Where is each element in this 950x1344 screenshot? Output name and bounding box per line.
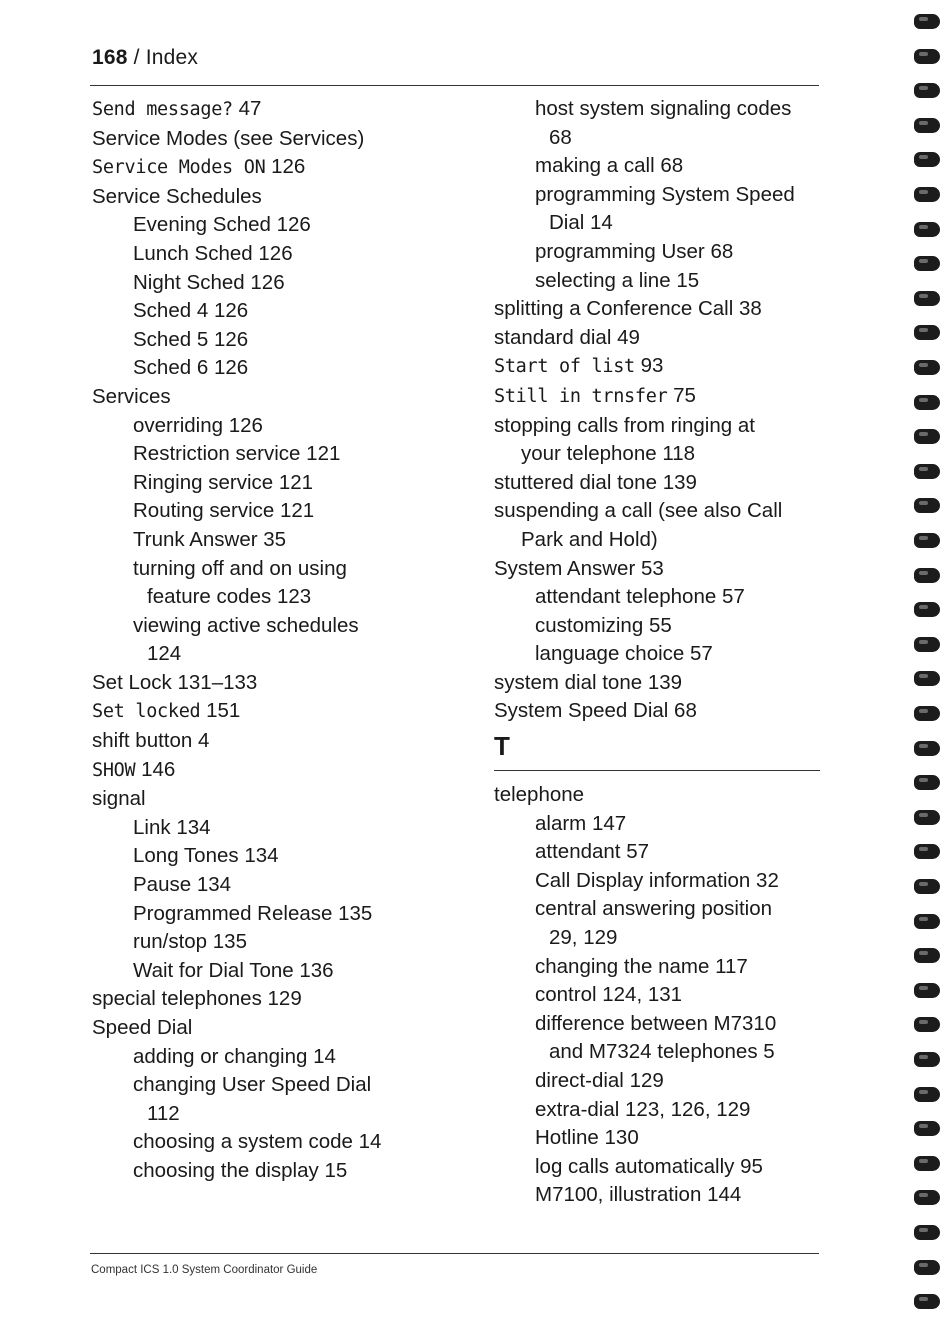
page-ref: 126 xyxy=(213,327,249,351)
index-entry xyxy=(92,95,482,125)
index-term-continued: feature codes xyxy=(147,585,272,609)
index-term: adding or changing xyxy=(133,1044,308,1068)
binding-ring xyxy=(914,325,940,340)
index-term: attendant xyxy=(535,840,621,864)
page-ref: 134 xyxy=(176,815,211,839)
page-ref: 126 xyxy=(250,270,285,294)
page-ref: 123 xyxy=(276,585,312,609)
index-term: direct-dial xyxy=(535,1069,624,1092)
index-term: Sched 5 xyxy=(133,327,209,351)
page-ref: 47 xyxy=(238,97,262,120)
footer-rule xyxy=(90,1253,819,1254)
page-ref: 15 xyxy=(324,1158,348,1182)
page-ref: 126 xyxy=(213,356,249,380)
index-term: Pause xyxy=(133,873,192,897)
index-term: System Speed Dial xyxy=(494,699,669,723)
index-entry xyxy=(92,412,482,441)
index-term: telephone xyxy=(494,783,585,807)
index-term: Service Schedules xyxy=(92,184,262,208)
binding-ring xyxy=(914,1052,940,1067)
index-term: attendant telephone xyxy=(535,585,717,609)
index-term: overriding xyxy=(133,413,224,437)
binding-ring xyxy=(914,49,940,64)
index-term: Set Lock xyxy=(92,670,172,694)
index-entry xyxy=(494,267,824,296)
index-term: suspending a call (see also Call xyxy=(494,499,783,523)
index-term: selecting a line xyxy=(535,268,671,292)
page-ref: 55 xyxy=(648,613,672,637)
binding-ring xyxy=(914,429,940,444)
index-entry xyxy=(494,555,824,584)
index-term: signal xyxy=(92,787,146,811)
binding-ring xyxy=(914,118,940,133)
index-entry xyxy=(92,211,482,240)
page-ref: 123, 126, 129 xyxy=(625,1097,751,1121)
binding-ring xyxy=(914,360,940,375)
binding-ring xyxy=(914,914,940,929)
index-entry xyxy=(494,810,824,839)
index-term: special telephones xyxy=(92,987,262,1011)
page-title: Index xyxy=(145,46,199,69)
page-ref: 135 xyxy=(212,930,247,954)
index-term: programming User xyxy=(535,239,705,263)
page-ref: 130 xyxy=(604,1126,639,1150)
index-term: Routing service xyxy=(133,499,275,523)
binding-ring xyxy=(914,983,940,998)
binding-ring xyxy=(914,1225,940,1240)
index-term: difference between M7310 xyxy=(535,1011,777,1035)
index-column-right xyxy=(494,95,824,1210)
index-term: turning off and on using xyxy=(133,556,347,580)
page-ref: 93 xyxy=(640,354,664,378)
index-term: making a call xyxy=(535,154,655,178)
index-entry xyxy=(494,352,824,382)
page-ref: 15 xyxy=(676,268,700,292)
binding-ring xyxy=(914,810,940,825)
page-ref: 124 xyxy=(147,642,182,666)
binding-ring xyxy=(914,844,940,859)
index-entry xyxy=(92,240,482,269)
page-header xyxy=(92,46,198,70)
page-ref: 14 xyxy=(590,211,613,235)
index-entry xyxy=(494,152,824,181)
index-term: SHOW xyxy=(92,759,136,781)
index-term: host system signaling codes xyxy=(535,97,792,120)
page-ref: 68 xyxy=(710,239,734,263)
index-column-left xyxy=(92,95,482,1186)
index-term: Set locked xyxy=(92,701,201,723)
index-term: alarm xyxy=(535,811,587,835)
index-entry xyxy=(92,1014,482,1043)
index-term: Service Modes ON xyxy=(92,157,266,179)
index-entry xyxy=(494,324,824,353)
page-ref: 134 xyxy=(244,844,279,868)
binding-ring xyxy=(914,152,940,167)
index-entry xyxy=(494,295,824,324)
page-ref: 146 xyxy=(141,757,176,781)
binding-ring xyxy=(914,671,940,686)
index-entry xyxy=(92,354,482,383)
index-entry xyxy=(494,669,824,698)
binding-ring xyxy=(914,187,940,202)
page-ref: 121 xyxy=(306,442,341,466)
index-entry xyxy=(92,669,482,698)
index-entry xyxy=(494,953,824,982)
index-entry xyxy=(92,842,482,871)
page-ref: 49 xyxy=(617,325,640,349)
index-term: programming System Speed xyxy=(535,182,795,206)
index-term: Services xyxy=(92,384,171,408)
binding-ring xyxy=(914,1087,940,1102)
binding-ring xyxy=(914,395,940,410)
page-ref: 151 xyxy=(206,699,241,723)
index-term: Night Sched xyxy=(133,270,245,294)
index-entry xyxy=(92,756,482,786)
page-ref: 139 xyxy=(647,670,683,694)
binding-ring xyxy=(914,14,940,29)
index-term: changing User Speed Dial xyxy=(133,1073,372,1097)
page-ref: 38 xyxy=(739,297,762,321)
page-ref: 134 xyxy=(196,873,232,897)
index-term: Service Modes (see Services) xyxy=(92,126,365,150)
index-term: run/stop xyxy=(133,930,208,954)
index-entry xyxy=(92,469,482,498)
page-ref: 68 xyxy=(549,125,572,149)
page-ref: 129 xyxy=(267,987,302,1011)
header-rule xyxy=(90,85,819,86)
binding-ring xyxy=(914,948,940,963)
index-term-continued: Park and Hold) xyxy=(521,527,658,551)
index-term: shift button xyxy=(92,729,193,753)
index-entry xyxy=(494,867,824,896)
index-term-continued: Dial xyxy=(549,211,585,235)
index-entry xyxy=(494,469,824,498)
index-term: Lunch Sched xyxy=(133,241,253,265)
index-entry xyxy=(92,1128,482,1157)
page-ref: 75 xyxy=(673,383,696,407)
page-ref: 129 xyxy=(629,1069,664,1092)
page-ref: 131–133 xyxy=(177,670,258,694)
binding-ring xyxy=(914,464,940,479)
index-term: Call Display information xyxy=(535,868,751,892)
index-term: control xyxy=(535,983,597,1007)
index-entry xyxy=(92,555,482,612)
index-entry xyxy=(494,838,824,867)
index-entry xyxy=(92,900,482,929)
index-entry xyxy=(92,1071,482,1128)
index-term: central answering position xyxy=(535,897,773,921)
index-term: standard dial xyxy=(494,325,612,349)
index-entry xyxy=(494,497,824,554)
binding-ring xyxy=(914,741,940,756)
index-entry xyxy=(494,781,824,810)
page-ref: 95 xyxy=(740,1154,763,1178)
page-ref: 53 xyxy=(640,556,664,580)
index-entry xyxy=(92,125,482,154)
index-entry xyxy=(494,95,824,152)
index-term: Long Tones xyxy=(133,844,239,868)
index-entry xyxy=(92,871,482,900)
index-entry xyxy=(92,785,482,814)
index-entry xyxy=(92,612,482,669)
page-ref: 124, 131 xyxy=(602,983,683,1007)
index-entry xyxy=(494,612,824,641)
index-term: changing the name xyxy=(535,954,710,978)
page-ref: 135 xyxy=(338,901,373,925)
section-letter: T xyxy=(494,731,510,762)
page-ref: 121 xyxy=(278,470,314,494)
index-term: Send message? xyxy=(92,99,233,120)
page-ref: 68 xyxy=(660,154,684,178)
index-entry xyxy=(92,497,482,526)
index-entry xyxy=(92,383,482,412)
index-entry xyxy=(494,1153,824,1182)
page-ref: 5 xyxy=(763,1040,775,1064)
page-ref: 4 xyxy=(198,729,210,753)
index-term: extra-dial xyxy=(535,1097,620,1121)
index-entry xyxy=(494,1181,824,1210)
binding-ring xyxy=(914,879,940,894)
index-term: stopping calls from ringing at xyxy=(494,413,755,437)
binding-ring xyxy=(914,706,940,721)
index-term: Programmed Release xyxy=(133,901,333,925)
index-term: Speed Dial xyxy=(92,1016,193,1039)
binding-ring xyxy=(914,568,940,583)
index-entry xyxy=(494,382,824,412)
index-term-continued: and M7324 telephones xyxy=(549,1040,758,1064)
page-ref: 117 xyxy=(715,954,748,978)
index-entry xyxy=(92,326,482,355)
index-entry xyxy=(92,928,482,957)
binding-ring xyxy=(914,498,940,513)
binding-ring xyxy=(914,1017,940,1032)
page-ref: 35 xyxy=(263,527,287,551)
page-ref: 57 xyxy=(690,642,713,666)
binding-ring xyxy=(914,775,940,790)
index-entry xyxy=(494,181,824,238)
page-ref: 32 xyxy=(756,868,779,892)
section-rule xyxy=(494,770,820,771)
spiral-binding xyxy=(908,0,948,1344)
index-term: Link xyxy=(133,815,171,839)
index-entry xyxy=(494,412,824,469)
index-entry xyxy=(92,183,482,212)
index-entry xyxy=(494,583,824,612)
index-term: choosing a system code xyxy=(133,1130,353,1154)
page-ref: 57 xyxy=(626,840,650,864)
index-term: Wait for Dial Tone xyxy=(133,958,294,982)
index-entry xyxy=(494,1124,824,1153)
index-term: stuttered dial tone xyxy=(494,470,657,494)
index-entry xyxy=(92,1157,482,1186)
index-entry xyxy=(92,297,482,326)
page-ref: 126 xyxy=(228,413,263,437)
binding-ring xyxy=(914,1260,940,1275)
page-ref: 147 xyxy=(591,811,627,835)
index-term: System Answer xyxy=(494,556,636,580)
page-ref: 121 xyxy=(280,499,315,523)
binding-ring xyxy=(914,1294,940,1309)
index-entry xyxy=(92,440,482,469)
binding-ring xyxy=(914,291,940,306)
page-ref: 14 xyxy=(358,1130,382,1154)
binding-ring xyxy=(914,602,940,617)
index-term: language choice xyxy=(535,642,685,666)
page-ref: 14 xyxy=(313,1044,336,1068)
page-ref: 126 xyxy=(276,213,311,237)
index-term-continued: your telephone xyxy=(521,442,657,466)
index-entry xyxy=(92,153,482,183)
index-entry xyxy=(92,727,482,756)
index-term: Evening Sched xyxy=(133,213,271,237)
index-entry xyxy=(92,526,482,555)
binding-ring xyxy=(914,1156,940,1171)
page-number: 168 xyxy=(92,46,128,69)
index-term: Trunk Answer xyxy=(133,527,258,551)
binding-ring xyxy=(914,222,940,237)
binding-ring xyxy=(914,1190,940,1205)
page-ref: 126 xyxy=(271,155,306,179)
index-term: Still in trnsfer xyxy=(494,385,668,407)
index-term: log calls automatically xyxy=(535,1154,735,1178)
index-entry xyxy=(92,985,482,1014)
page-ref: 139 xyxy=(662,470,697,494)
index-term: choosing the display xyxy=(133,1158,319,1182)
index-term: Hotline xyxy=(535,1126,599,1150)
index-entry xyxy=(494,238,824,267)
index-term: system dial tone xyxy=(494,670,643,694)
index-entry xyxy=(92,697,482,727)
index-term: Start of list xyxy=(494,356,635,378)
page-ref: 126 xyxy=(213,299,249,323)
binding-ring xyxy=(914,533,940,548)
index-term: M7100, illustration xyxy=(535,1183,702,1207)
index-entry xyxy=(494,640,824,669)
page-ref: 29, 129 xyxy=(549,926,618,950)
index-entry xyxy=(494,1096,824,1125)
binding-ring xyxy=(914,637,940,652)
index-entry xyxy=(494,1010,824,1067)
header-separator: / xyxy=(127,46,146,69)
index-entry xyxy=(92,957,482,986)
page-footer: Compact ICS 1.0 System Coordinator Guide xyxy=(91,1264,318,1276)
index-entry xyxy=(92,269,482,298)
page-ref: 112 xyxy=(147,1101,180,1125)
index-term: customizing xyxy=(535,613,644,637)
index-term: Sched 4 xyxy=(133,299,209,323)
page-ref: 126 xyxy=(258,241,293,265)
page-ref: 144 xyxy=(707,1183,742,1207)
index-entry xyxy=(494,1067,824,1096)
index-entry xyxy=(494,697,824,726)
page-ref: 68 xyxy=(674,699,697,723)
binding-ring xyxy=(914,256,940,271)
page-ref: 57 xyxy=(721,585,745,609)
binding-ring xyxy=(914,1121,940,1136)
page-ref: 136 xyxy=(299,958,334,982)
index-entry xyxy=(494,981,824,1010)
page-ref: 118 xyxy=(662,442,696,466)
index-entry xyxy=(494,895,824,952)
index-entry xyxy=(92,1043,482,1072)
index-term: Restriction service xyxy=(133,442,301,466)
index-term: Sched 6 xyxy=(133,356,209,380)
index-term: Ringing service xyxy=(133,470,274,494)
index-term: viewing active schedules xyxy=(133,613,359,637)
binding-ring xyxy=(914,83,940,98)
index-term: splitting a Conference Call xyxy=(494,297,734,321)
index-entry xyxy=(92,814,482,843)
